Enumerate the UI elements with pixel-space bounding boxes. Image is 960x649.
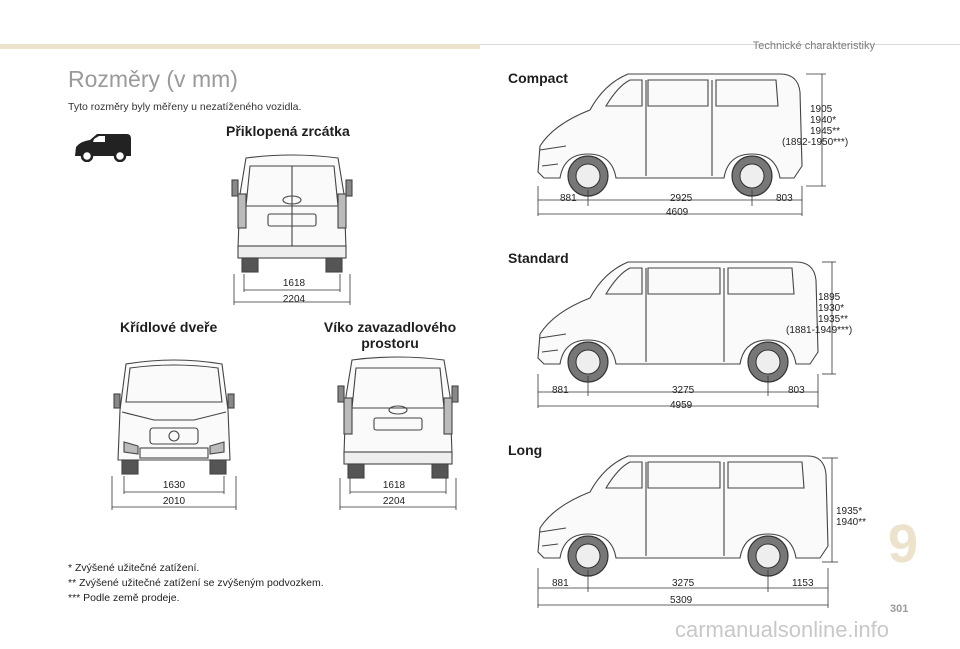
- footnote-2: ** Zvýšené užitečné zatížení se zvýšeným podvozkem.: [68, 577, 324, 589]
- compact-heights: [782, 104, 849, 148]
- long-height-dimension-line: [822, 456, 842, 566]
- compact-wheelbase: 2925: [670, 193, 693, 204]
- standard-heights: [786, 292, 853, 336]
- long-height-2: 1940**: [836, 517, 867, 528]
- header-accent-bar: [0, 44, 480, 49]
- mirrors-label: Přiklopená zrcátka: [226, 123, 350, 139]
- standard-wheelbase: 3275: [672, 385, 695, 396]
- tailgate-inner-dim: 1618: [382, 480, 406, 491]
- tailgate-label: [310, 319, 470, 351]
- long-wheelbase: 3275: [672, 578, 695, 589]
- watermark: carmanualsonline.info: [675, 617, 890, 642]
- chapter-number: 9: [888, 514, 919, 574]
- standard-label: Standard: [508, 250, 569, 266]
- standard-height-2: 1930*: [818, 303, 845, 314]
- section-header: Technické charakteristiky: [752, 40, 875, 52]
- page-number: 301: [890, 603, 909, 615]
- standard-height-4: (1881-1949***): [786, 325, 853, 336]
- standard-rear-overhang: 803: [788, 385, 805, 396]
- standard-height-3: 1935**: [818, 314, 849, 325]
- long-total-length: 5309: [670, 595, 693, 606]
- long-height-1: 1935*: [836, 506, 863, 517]
- wing-doors-label: Křídlové dveře: [120, 319, 218, 335]
- compact-total-length: 4609: [666, 207, 689, 218]
- intro-text: Tyto rozměry byly měřeny u nezatíženého vozidla.: [68, 101, 302, 113]
- tailgate-outer-dim: 2204: [382, 496, 406, 507]
- mirrors-outer-dim: 2204: [282, 294, 306, 305]
- compact-rear-overhang: 803: [776, 193, 793, 204]
- standard-front-overhang: 881: [552, 385, 569, 396]
- compact-height-3: 1945**: [810, 126, 841, 137]
- page-title: Rozměry (v mm): [68, 66, 238, 92]
- standard-total-length: 4959: [670, 400, 693, 411]
- wing-doors-outer-dim: 2010: [162, 496, 186, 507]
- mirrors-inner-dim: 1618: [282, 278, 306, 289]
- compact-height-2: 1940*: [810, 115, 837, 126]
- footnote-3: *** Podle země prodeje.: [68, 592, 180, 604]
- standard-height-1: 1895: [818, 292, 841, 303]
- long-rear-overhang: 1153: [792, 578, 814, 589]
- wing-doors-inner-dim: 1630: [162, 480, 186, 491]
- long-label: Long: [508, 442, 543, 458]
- tailgate-label-line-1: Víko zavazadlového: [323, 319, 457, 335]
- compact-height-4: (1892-1950***): [782, 137, 849, 148]
- compact-height-1: 1905: [810, 104, 833, 115]
- van-icon: [72, 132, 134, 162]
- long-front-overhang: 881: [552, 578, 569, 589]
- footnote-1: * Zvýšené užitečné zatížení.: [68, 562, 200, 574]
- tailgate-label-line-2: prostoru: [361, 335, 419, 351]
- compact-front-overhang: 881: [560, 193, 577, 204]
- compact-label: Compact: [508, 70, 568, 86]
- footnotes: [68, 561, 324, 606]
